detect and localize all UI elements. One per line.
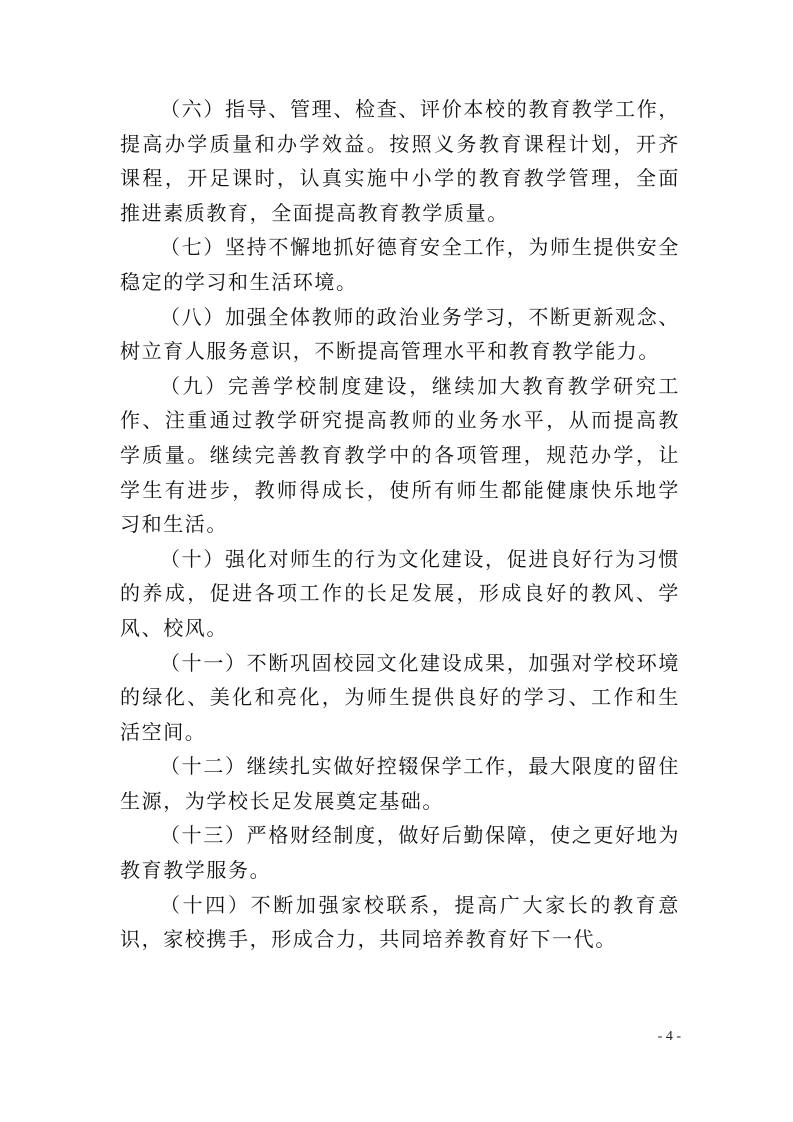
paragraph-item-12: （十二）继续扎实做好控辍保学工作，最大限度的留住生源，为学校长足发展奠定基础。 — [120, 754, 680, 813]
page-number: - 4 - — [657, 1029, 681, 1044]
paragraph-item-11: （十一）不断巩固校园文化建设成果，加强对学校环境的绿化、美化和亮化，为师生提供良好的学习、工作和生活空间。 — [120, 650, 680, 744]
document-body — [120, 92, 680, 957]
paragraph-item-14: （十四）不断加强家校联系，提高广大家长的教育意识，家校携手，形成合力，共同培养教育好下一代。 — [120, 892, 680, 952]
paragraph-item-13: （十三）严格财经制度，做好后勤保障，使之更好地为教育教学服务。 — [120, 823, 680, 883]
paragraph-item-6: （六）指导、管理、检查、评价本校的教育教学工作，提高办学质量和办学效益。按照义务教育课程计划，开齐课程，开足课时，认真实施中小学的教育教学管理，全面推进素质教育，全面提高教育教学质量。 — [120, 97, 680, 225]
paragraph-item-9: （九）完善学校制度建设，继续加大教育教学研究工作、注重通过教学研究提高教师的业务水平，从而提高教学质量。继续完善教育教学中的各项管理，规范办学，让学生有进步，教师得成长，使所有师生都能健康快乐地学习和生活。 — [120, 373, 680, 537]
paragraph-item-10: （十）强化对师生的行为文化建设，促进良好行为习惯的养成，促进各项工作的长足发展，形成良好的教风、学风、校风。 — [120, 546, 680, 640]
paragraph-item-8: （八）加强全体教师的政治业务学习，不断更新观念、树立育人服务意识，不断提高管理水平和教育教学能力。 — [120, 304, 680, 364]
paragraph-item-7: （七）坚持不懈地抓好德育安全工作，为师生提供安全稳定的学习和生活环境。 — [120, 235, 680, 294]
